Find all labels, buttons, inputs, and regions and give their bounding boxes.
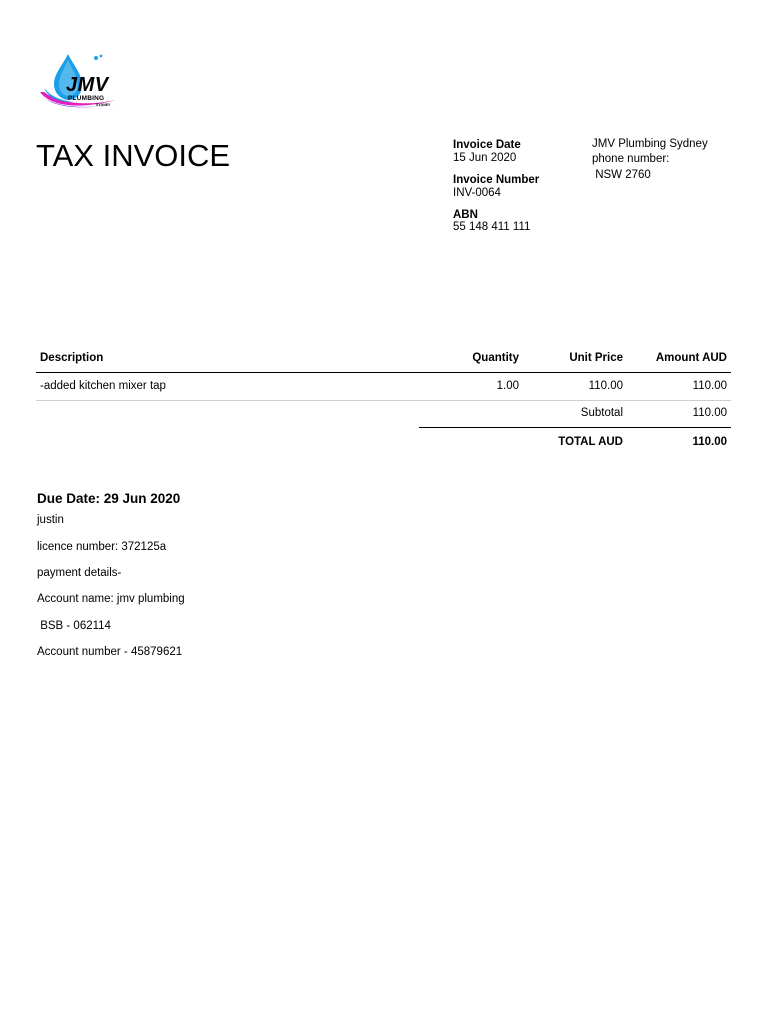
col-amount-header: Amount AUD: [655, 352, 727, 364]
invoice-number: INV-0064: [453, 187, 501, 199]
row-unit-price: 110.00: [588, 380, 623, 392]
org-phone-label: phone number:: [592, 153, 670, 165]
table-row-divider: [36, 400, 731, 401]
total-divider: [419, 427, 731, 428]
org-name: JMV Plumbing Sydney: [592, 138, 708, 150]
subtotal-label: Subtotal: [580, 407, 623, 419]
col-quantity-header: Quantity: [472, 352, 519, 364]
col-description-header: Description: [40, 352, 104, 364]
subtotal-value: 110.00: [692, 407, 727, 419]
total-value: 110.00: [692, 436, 727, 448]
row-quantity: 1.00: [496, 380, 519, 392]
invoice-date: 15 Jun 2020: [453, 152, 517, 164]
table-header-divider: [36, 372, 731, 373]
org-state: NSW 2760: [592, 169, 651, 181]
note-contact: justin: [37, 514, 64, 526]
col-unit-price-header: Unit Price: [569, 352, 623, 364]
row-description: -added kitchen mixer tap: [40, 380, 166, 392]
note-bsb: BSB - 062114: [37, 620, 111, 632]
invoice-date-label: Invoice Date: [453, 139, 521, 151]
invoice-number-label: Invoice Number: [453, 174, 540, 186]
abn-label: ABN: [453, 209, 478, 221]
logo-subtext: PLUMBING: [68, 95, 105, 102]
logo-text: JMV: [66, 74, 109, 96]
note-payment-details: payment details-: [37, 567, 122, 579]
abn-value: 55 148 411 111: [453, 221, 531, 233]
logo-subtext-small: SYDNEY: [96, 103, 111, 107]
due-date: Due Date: 29 Jun 2020: [37, 491, 181, 506]
note-licence: licence number: 372125a: [37, 541, 167, 553]
note-account-number: Account number - 45879621: [37, 646, 183, 658]
row-amount: 110.00: [692, 380, 727, 392]
note-account-name: Account name: jmv plumbing: [37, 593, 185, 605]
document-title: TAX INVOICE: [36, 138, 231, 173]
total-label: TOTAL AUD: [558, 436, 623, 448]
